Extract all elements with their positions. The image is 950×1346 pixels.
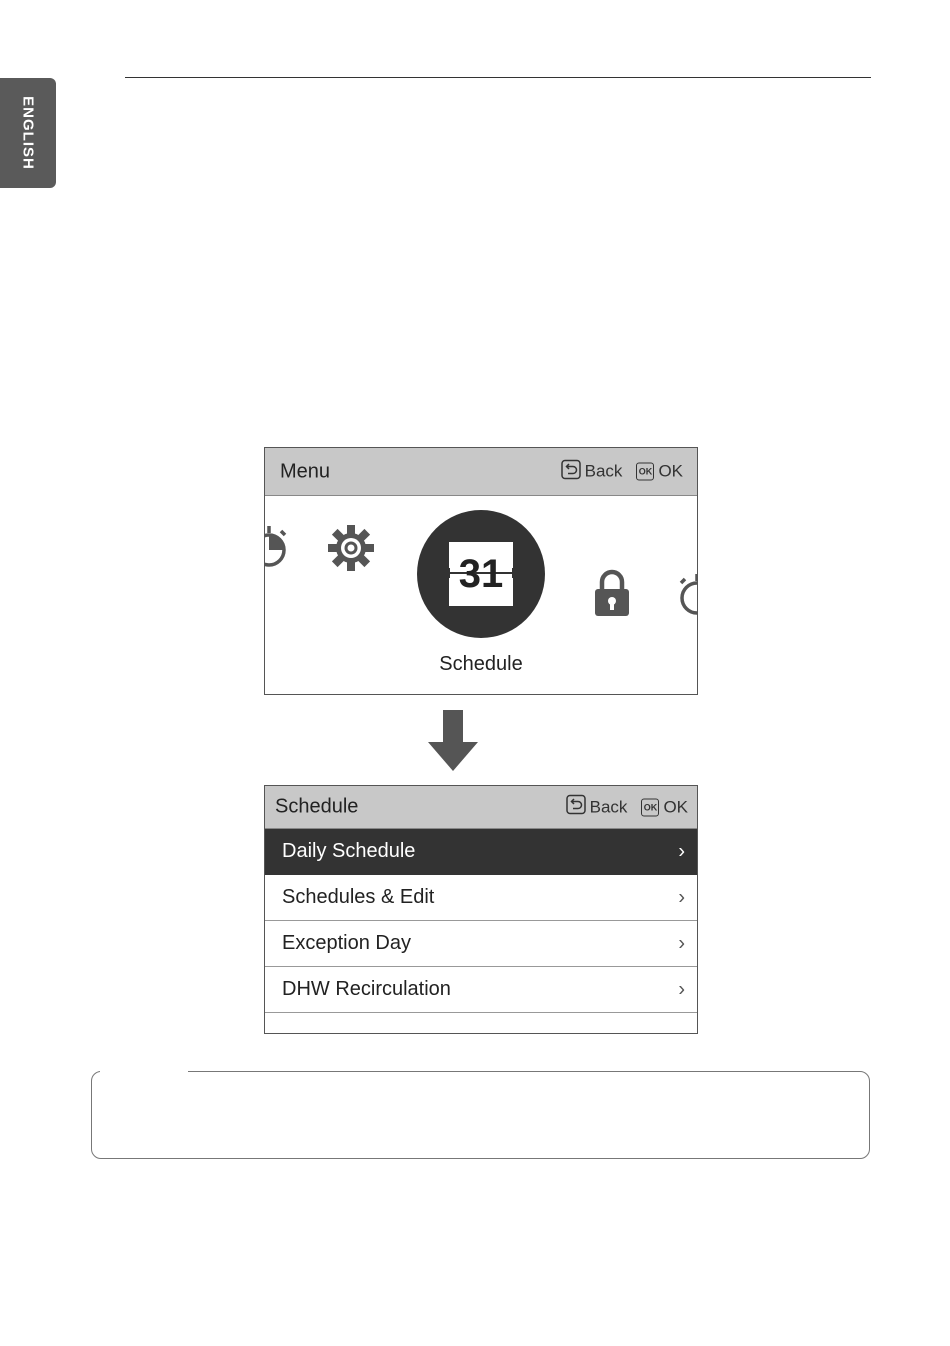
chevron-right-icon: › <box>678 886 685 908</box>
lock-icon[interactable] <box>593 569 631 617</box>
menu-item-label: Daily Schedule <box>282 840 416 862</box>
down-arrow-icon <box>428 710 478 772</box>
menu-title: Menu <box>280 460 331 482</box>
menu-item-exception-day[interactable] <box>265 921 697 967</box>
schedule-screen <box>264 785 698 1034</box>
schedule-header <box>265 786 697 829</box>
ok-label[interactable]: OK <box>658 461 683 481</box>
menu-item-label: Schedules & Edit <box>282 886 435 908</box>
menu-screen <box>264 447 698 695</box>
chevron-right-icon: › <box>678 932 685 954</box>
menu-item-label: Exception Day <box>282 932 411 954</box>
schedule-selected-circle[interactable] <box>417 510 545 638</box>
back-icon[interactable] <box>561 459 581 484</box>
top-rule <box>125 77 871 78</box>
gear-icon[interactable] <box>327 524 375 572</box>
menu-item-dhw-recirculation[interactable] <box>265 967 697 1013</box>
menu-item-label: DHW Recirculation <box>282 978 451 1000</box>
schedule-header-controls <box>566 795 688 820</box>
ok-label[interactable]: OK <box>663 797 688 816</box>
timer-icon[interactable] <box>264 523 289 573</box>
ok-icon[interactable]: OK <box>636 463 654 481</box>
chevron-right-icon: › <box>678 978 685 1000</box>
ok-icon[interactable]: OK <box>641 798 659 816</box>
back-label[interactable]: Back <box>589 797 628 816</box>
back-label[interactable]: Back <box>584 461 623 481</box>
calendar-number: 31 <box>458 552 504 596</box>
back-icon[interactable] <box>566 795 586 820</box>
timer-icon[interactable] <box>677 571 698 621</box>
language-tab-label: ENGLISH <box>19 96 37 170</box>
schedule-title: Schedule <box>275 795 359 818</box>
chevron-right-icon: › <box>678 840 685 862</box>
note-box <box>91 1071 870 1159</box>
menu-header <box>265 448 697 496</box>
language-tab <box>0 78 56 188</box>
menu-item-schedules-edit[interactable] <box>265 875 697 921</box>
selected-menu-label: Schedule <box>439 653 523 675</box>
menu-header-controls <box>561 459 683 484</box>
menu-item-daily-schedule[interactable] <box>265 829 697 875</box>
note-box-title-gap <box>100 1066 188 1076</box>
